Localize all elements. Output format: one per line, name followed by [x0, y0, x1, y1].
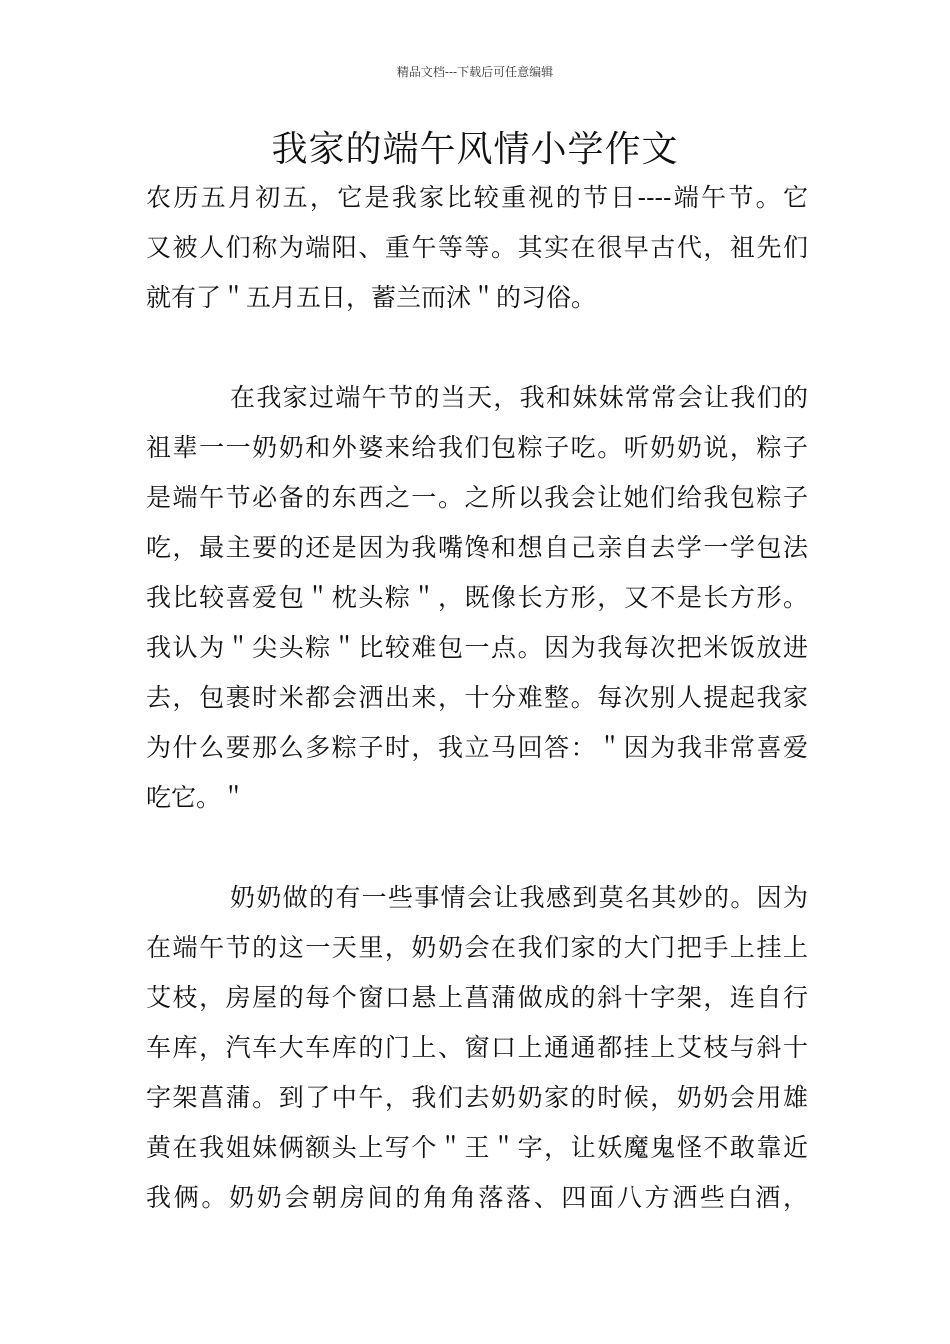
paragraph-3-line-6: 黄在我姐妹俩额头上写个＂王＂字，让妖魔鬼怪不敢靠近 — [146, 1133, 808, 1162]
paragraph-2-line-8: 为什么要那么多粽子时，我立马回答：＂因为我非常喜爱 — [146, 733, 808, 762]
paragraph-3-line-7: 我俩。奶奶会朝房间的角角落落、四面八方洒些白酒， — [146, 1183, 808, 1212]
paragraph-1-line-1: 农历五月初五，它是我家比较重视的节日----端午节。它 — [146, 183, 808, 212]
paragraph-1-line-3: 就有了＂五月五日，蓄兰而沭＂的习俗。 — [146, 283, 597, 312]
paragraph-2-line-1: 在我家过端午节的当天，我和妹妹常常会让我们的 — [230, 383, 808, 412]
paragraph-3-line-5: 字架菖蒲。到了中午，我们去奶奶家的时候，奶奶会用雄 — [146, 1083, 808, 1112]
paragraph-2-line-3: 是端午节必备的东西之一。之所以我会让她们给我包粽子 — [146, 483, 808, 512]
paragraph-3-line-2: 在端午节的这一天里，奶奶会在我们家的大门把手上挂上 — [146, 933, 808, 962]
page-title: 我家的端午风情小学作文 — [271, 129, 679, 170]
paragraph-2-line-6: 我认为＂尖头粽＂比较难包一点。因为我每次把米饭放进 — [146, 633, 808, 662]
paragraph-2-line-2: 祖辈一一奶奶和外婆来给我们包粽子吃。听奶奶说，粽子 — [146, 433, 808, 462]
paragraph-3-line-1: 奶奶做的有一些事情会让我感到莫名其妙的。因为 — [230, 883, 808, 912]
paragraph-2-line-5: 我比较喜爱包＂枕头粽＂，既像长方形，又不是长方形。 — [146, 583, 808, 612]
paragraph-3-line-4: 车库，汽车大车库的门上、窗口上通通都挂上艾枝与斜十 — [146, 1033, 808, 1062]
paragraph-1-line-2: 又被人们称为端阳、重午等等。其实在很早古代，祖先们 — [146, 233, 808, 262]
header-note: 精品文档---下载后可任意编辑 — [396, 65, 554, 79]
paragraph-2-line-4: 吃，最主要的还是因为我嘴馋和想自己亲自去学一学包法 — [146, 533, 808, 562]
paragraph-2-line-7: 去，包裹时米都会洒出来，十分难整。每次别人提起我家 — [146, 683, 808, 712]
paragraph-3-line-3: 艾枝，房屋的每个窗口悬上菖蒲做成的斜十字架，连自行 — [146, 983, 808, 1012]
paragraph-2-line-9: 吃它。＂ — [146, 783, 247, 812]
